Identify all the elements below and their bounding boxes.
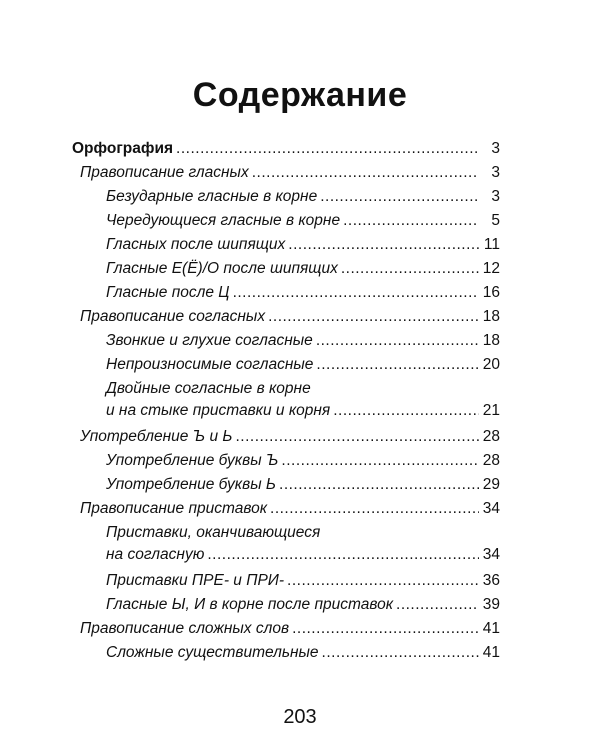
leader-dots (281, 450, 479, 472)
toc-entry-title: Гласных после шипящих (106, 236, 286, 253)
leader-dots (316, 354, 479, 376)
toc-entry (72, 138, 500, 160)
toc-entry-page: 34 (482, 500, 500, 517)
toc-entry-title: Употребление буквы Ь (106, 476, 277, 493)
toc-entry (106, 330, 500, 352)
toc-entry-title: Правописание гласных (80, 164, 249, 181)
toc-entry-page: 39 (482, 596, 500, 613)
toc-entry-title: Правописание приставок (80, 500, 268, 517)
toc-entry-page: 34 (482, 546, 500, 563)
page-number: 203 (283, 706, 317, 728)
toc-entry-title: и на стыке приставки и корня (106, 402, 331, 419)
toc-entry-title-line1: Двойные согласные в корне (106, 380, 311, 397)
leader-dots (287, 570, 479, 592)
toc-entry (106, 570, 500, 592)
toc-entry-title: Непроизносимые согласные (106, 356, 314, 373)
toc-entry-page: 41 (482, 644, 500, 661)
toc-entry-page: 16 (482, 284, 500, 301)
toc-entry (80, 306, 500, 328)
toc-entry (106, 210, 500, 232)
toc-entry-page: 41 (482, 620, 500, 637)
toc-entry-title-line1: Приставки, оканчивающиеся (106, 524, 321, 541)
toc-entry-page: 29 (482, 476, 500, 493)
toc-entry-page: 20 (482, 356, 500, 373)
toc-entry-page: 3 (491, 140, 500, 157)
toc-entry (80, 162, 500, 184)
toc-entry-title: Гласные после Ц (106, 284, 230, 301)
toc-entry-title: Орфография (72, 140, 174, 157)
toc-entry-page: 21 (482, 402, 500, 419)
toc-entry-page: 36 (482, 572, 500, 589)
toc-entry-page: 5 (491, 212, 500, 229)
toc-entry (80, 426, 500, 448)
leader-dots (396, 594, 479, 616)
leader-dots (320, 186, 479, 208)
toc-entry (106, 450, 500, 472)
leader-dots (279, 474, 479, 496)
toc-entry-title: Чередующиеся гласные в корне (106, 212, 341, 229)
toc-entry-title: Употребление буквы Ъ (106, 452, 279, 469)
toc-entry-page: 28 (482, 452, 500, 469)
toc-entry (106, 354, 500, 376)
toc-entry-page: 28 (482, 428, 500, 445)
toc-entry (106, 594, 500, 616)
toc-entry-page: 11 (483, 236, 500, 253)
leader-dots (292, 618, 479, 640)
leader-dots (341, 258, 479, 280)
toc-entry-title: Правописание согласных (80, 308, 266, 325)
leader-dots (288, 234, 479, 256)
leader-dots (343, 210, 479, 232)
page-title: Содержание (192, 76, 408, 114)
leader-dots (268, 306, 479, 328)
toc-entry-page: 3 (491, 164, 500, 181)
toc-entry-title: Правописание сложных слов (80, 620, 290, 637)
toc-entry-page: 12 (482, 260, 500, 277)
leader-dots (316, 330, 479, 352)
toc-entry-title: Звонкие и глухие согласные (106, 332, 313, 349)
toc-entry-page: 18 (482, 308, 500, 325)
leader-dots (176, 138, 479, 160)
toc-entry-multiline (106, 522, 500, 566)
toc-entry (106, 282, 500, 304)
toc-entry (80, 618, 500, 640)
toc-entry (106, 258, 500, 280)
toc-entry (106, 234, 500, 256)
leader-dots (333, 400, 479, 422)
toc-entry-title: Гласные Е(Ё)/О после шипящих (106, 260, 338, 277)
toc-entry-page: 18 (482, 332, 500, 349)
leader-dots (235, 426, 479, 448)
leader-dots (322, 642, 479, 664)
toc-entry (106, 474, 500, 496)
toc-entry-title: Гласные Ы, И в корне после приставок (106, 596, 394, 613)
leader-dots (207, 544, 479, 566)
toc-entry-title: Приставки ПРЕ- и ПРИ- (106, 572, 285, 589)
toc-entry-page: 3 (491, 188, 500, 205)
toc-entry (106, 642, 500, 664)
leader-dots (270, 498, 479, 520)
toc-entry-title: на согласную (106, 546, 205, 563)
toc-entry (106, 186, 500, 208)
toc-entry (80, 498, 500, 520)
toc-entry-title: Безударные гласные в корне (106, 188, 318, 205)
toc-entry-multiline (106, 378, 500, 422)
leader-dots (252, 162, 479, 184)
toc-entry-title: Сложные существительные (106, 644, 319, 661)
leader-dots (233, 282, 479, 304)
toc-entry-title: Употребление Ъ и Ь (80, 428, 233, 445)
